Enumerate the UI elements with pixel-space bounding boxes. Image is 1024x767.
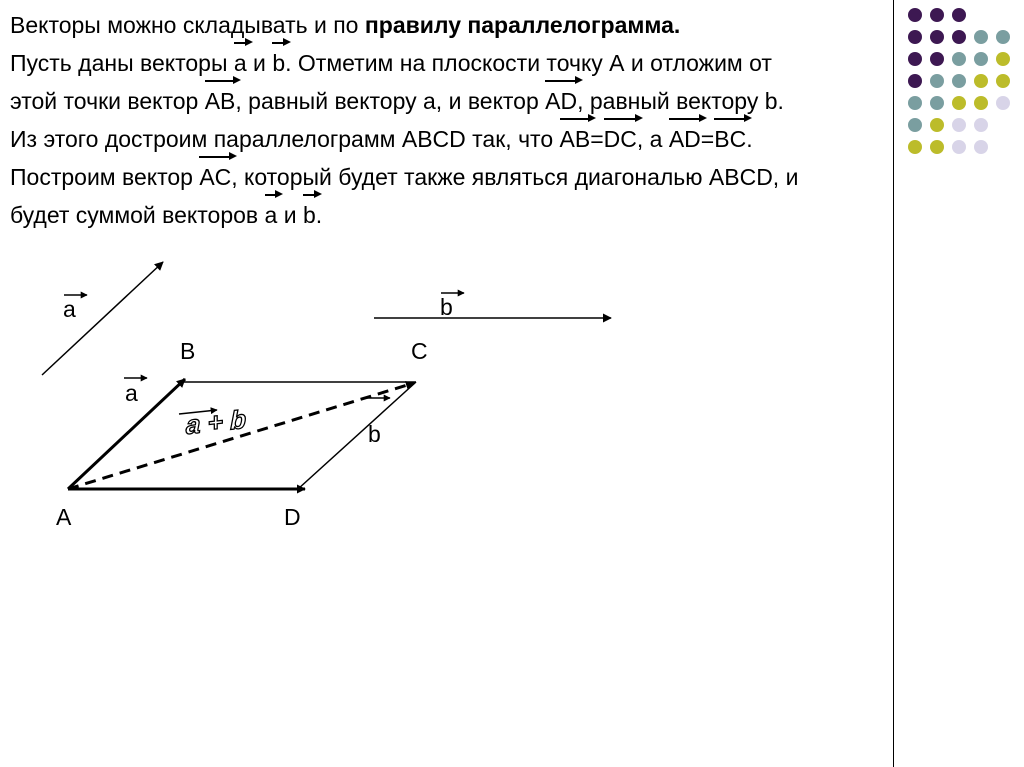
- free-vector-a-label: a: [63, 296, 76, 322]
- text-segment: , равный вектору b.: [577, 88, 784, 114]
- text-segment: , а: [636, 126, 669, 152]
- vertex-a-label: A: [56, 504, 72, 530]
- text-segment: . Отметим на плоскости точку А и отложим от: [285, 50, 772, 76]
- text-segment: и: [277, 202, 303, 228]
- text-segment: , равный вектору а, и вектор: [235, 88, 546, 114]
- vector-notation-b: b: [303, 196, 316, 234]
- vector-notation-b: b: [272, 44, 285, 82]
- vector-notation-ac: AC: [199, 158, 231, 196]
- text-segment: Из этого достроим параллелограмм ABCD так, что: [10, 126, 560, 152]
- vector-notation-ab: AB: [560, 120, 591, 158]
- text-segment: и: [246, 50, 273, 76]
- text-segment: .: [315, 202, 323, 228]
- side-a-label: a: [125, 380, 138, 406]
- side-b-label: b: [368, 421, 381, 447]
- vector-notation-ab: AB: [205, 82, 236, 120]
- text-segment: , который будет также являться диагональю ABCD, и: [231, 164, 799, 190]
- side-dc-line: [298, 382, 416, 489]
- text-segment: Пусть даны векторы: [10, 50, 234, 76]
- text-segment: будет суммой векторов: [10, 202, 265, 228]
- vector-notation-dc: DC: [604, 120, 637, 158]
- free-vector-b-label: b: [440, 294, 453, 320]
- vertex-b-label: B: [180, 338, 196, 364]
- vector-notation-ad: AD: [669, 120, 701, 158]
- text-bold-rule: правилу параллелограмма.: [364, 12, 681, 38]
- vertex-c-label: C: [411, 338, 428, 364]
- vector-notation-ad: AD: [545, 82, 577, 120]
- text-segment: .: [746, 126, 753, 152]
- text-segment: Построим вектор: [10, 164, 200, 190]
- text-segment: этой точки вектор: [10, 88, 205, 114]
- sum-vector-label: a + b: [185, 403, 247, 441]
- text-segment: Векторы можно складывать и по: [10, 12, 365, 38]
- free-vector-a-arrow: [42, 262, 163, 375]
- vector-notation-a: a: [265, 196, 278, 234]
- vector-notation-bc: BC: [714, 120, 746, 158]
- diagonal-ac-arrow: [68, 383, 414, 489]
- vertex-d-label: D: [284, 504, 301, 530]
- text-segment: =: [700, 126, 715, 152]
- vector-notation-a: a: [234, 44, 247, 82]
- text-segment: =: [590, 126, 604, 152]
